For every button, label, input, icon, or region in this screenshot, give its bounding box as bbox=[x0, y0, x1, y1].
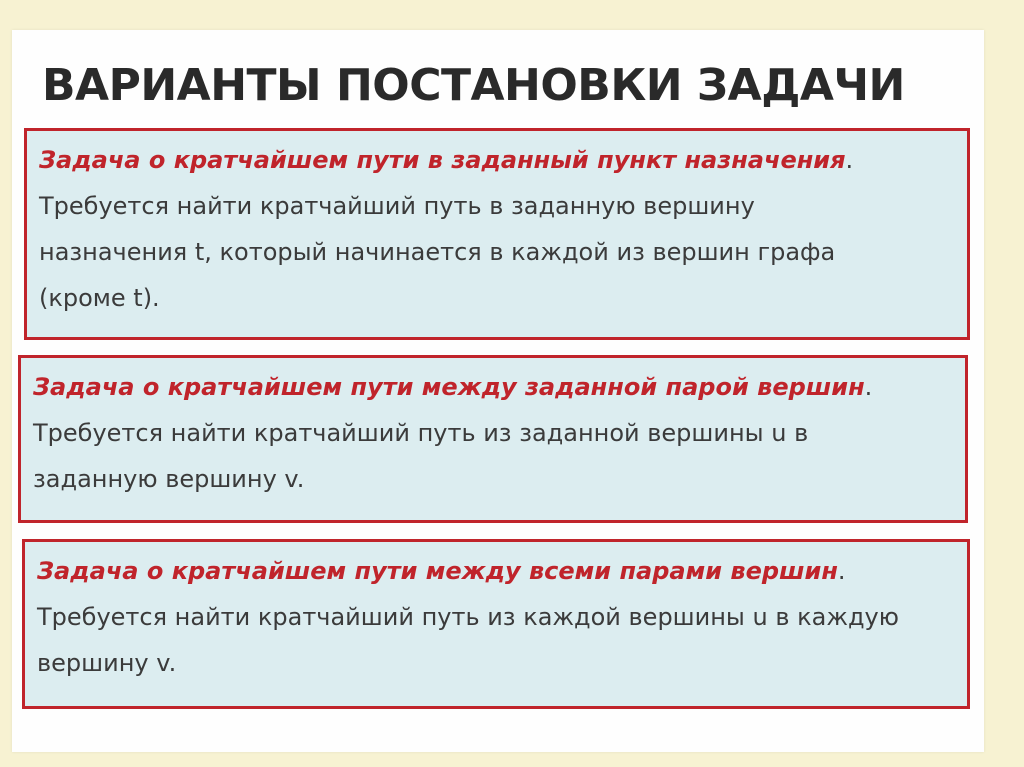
card-text-line: Требуется найти кратчайший путь из заданной вершины u в bbox=[33, 419, 809, 447]
page-title: ВАРИАНТЫ ПОСТАНОВКИ ЗАДАЧИ bbox=[42, 60, 905, 111]
card-heading-line bbox=[37, 548, 955, 594]
card-text-line: Требуется найти кратчайший путь в заданную вершину bbox=[39, 192, 755, 220]
heading-period: . bbox=[837, 557, 846, 585]
task-card-destination bbox=[24, 128, 970, 340]
task-card-all-pairs bbox=[22, 539, 970, 709]
heading-period: . bbox=[864, 373, 873, 401]
task-card-pair bbox=[18, 355, 968, 523]
card-heading: Задача о кратчайшем пути в заданный пункт назначения bbox=[39, 146, 846, 174]
card-text-line: вершину v. bbox=[37, 649, 177, 677]
card-heading: Задача о кратчайшем пути между заданной парой вершин bbox=[33, 373, 865, 401]
card-text-line: заданную вершину v. bbox=[33, 465, 305, 493]
card-heading: Задача о кратчайшем пути между всеми парами вершин bbox=[37, 557, 838, 585]
card-text-line: Требуется найти кратчайший путь из каждой вершины u в каждую bbox=[37, 603, 899, 631]
card-heading-line bbox=[39, 137, 955, 183]
card-text-line: назначения t, который начинается в каждой из вершин графа bbox=[39, 238, 836, 266]
card-heading-line bbox=[33, 364, 953, 410]
heading-period: . bbox=[845, 146, 854, 174]
card-text-line: (кроме t). bbox=[39, 284, 160, 312]
